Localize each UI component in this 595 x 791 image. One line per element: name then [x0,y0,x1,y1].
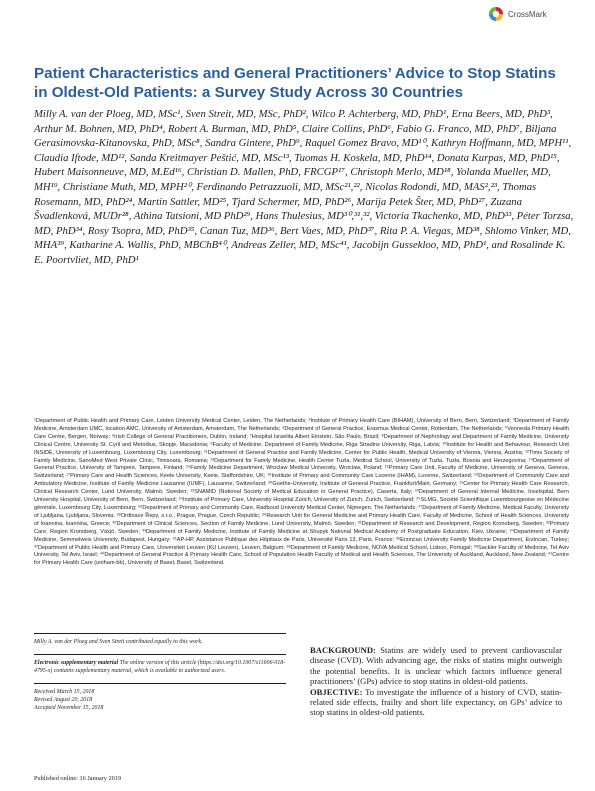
background-text: Statins are widely used to prevent cardiovascular disease (CVD). With advancing age, the risks of statins might outweigh the potential benefits. It is unclear which factors influence general practitioners’ (GPs) advice to stop statins in oldest-old patients. [310,645,562,687]
published-date: Published online: 16 January 2019 [34,775,122,782]
crossmark-badge[interactable] [488,6,547,22]
accepted-date: Accepted November 15, 2018 [34,705,104,711]
abstract-background [310,645,562,687]
esm-text[interactable]: The online version of this article (https://doi.org/10.1007/s11606-018-4795-x) contains supplementary material, which is available to authorized users. [34,660,286,674]
revised-date: Revised August 20, 2018 [34,697,93,703]
objective-label: OBJECTIVE: [310,686,363,697]
objective-text: To investigate the influence of a history of CVD, statin-related side effects, frailty and short life expectancy, on GPs’ advice to stop statins in oldest-old patients. [310,686,562,718]
notes-divider [34,633,286,634]
esm-note [34,659,286,675]
article-title: Patient Characteristics and General Practitioners’ Advice to Stop Statins in Oldest-Old Patients: a Survey Study Across 30 Countries [34,65,556,101]
equal-contribution-note: Milly A. van der Ploeg and Sven Streit contributed equally to this work. [34,639,203,645]
crossmark-icon [488,6,504,22]
crossmark-label: CrossMark [508,9,547,19]
esm-title: Electronic supplementary material [34,660,119,666]
notes-divider [34,683,286,684]
background-label: BACKGROUND: [310,645,376,655]
author-list: Milly A. van der Ploeg, MD, MSc¹, Sven Streit, MD, MSc, PhD², Wilco P. Achterberg, MD, PhD¹, Erna Beers, MD, PhD³, Arthur M. Bohnen, MD, PhD⁴, Robert A. Burman, MD, PhD⁵, Claire Collins, PhD⁶, Fabio G. Franco, MD, PhD⁷, Biljana Gerasimovska-Kitanovska, PhD, MSc⁸, Sandra Gintere, PhD⁹, Raquel Gomez Bravo, MD¹⁰, Kathryn Hoffmann, MD, MPH¹¹, Claudia Iftode, MD¹², Sanda Kreitmayer Peštić, MD, MSc¹³, Tuomas H. Koskela, MD, PhD¹⁴, Donata Kurpas, MD, PhD¹⁵, Hubert Maisonneuve, MD, M.Ed¹⁶, Christian D. Mallen, PhD, FRCGP¹⁷, Christoph Merlo, MD¹⁸, Yolanda Mueller, MD, MH¹⁹, Christiane Muth, MD, MPH²⁰, Ferdinando Petrazzuoli, MD, MSc²¹,²², Nicolas Rodondi, MD, MAS²,²³, Thomas Rosemann, MD, PhD²⁴, Martin Sattler, MD²⁵, Tjard Schermer, MD, PhD²⁶, Marija Petek Šter, MD, PhD²⁷, Zuzana Švadlenková, MUDr²⁸, Athina Tatsioni, MD PhD²⁹, Hans Thulesius, MD³⁰,³¹,³², Victoria Tkachenko, MD, PhD³³, Péter Torzsa, MD, PhD³⁴, Rosy Tsopra, MD, PhD³⁵, Canan Tuz, MD³⁶, Bert Vaes, MD, PhD³⁷, Rita P. A. Viegas, MD³⁸, Shlomo Vinker, MD, MHA³⁹, Katharine A. Wallis, PhD, MBChB⁴⁰, Andreas Zeller, MD, MSc⁴¹, Jacobijn Gussekloo, MD, PhD¹, and Rosalinde K. E. Poortvliet, MD, PhD¹ [34,108,574,266]
article-notes [34,633,286,712]
received-date: Received March 15, 2018 [34,689,95,695]
abstract-objective [310,687,562,718]
article-dates [34,688,286,712]
abstract [310,645,562,718]
affiliations: ¹Department of Public Health and Primary Care, Leiden University Medical Center, Leiden, The Netherlands; ²Institute of Primary Health Care (BIHAM), University of Bern, Bern, Switzerland; ³Department of Family Medicine, Amsterdam UMC, location AMC, University of Amsterdam, Amsterdam, The Netherlands; ⁴Department of General Practice, Erasmus Medical Center, Rotterdam, The Netherlands; ⁵Vennesla Primary Health Care Centre, Bergen, Norway; ⁶Irish College of General Practitioners, Dublin, Ireland; ⁷Hospital Israelita Albert Einstein, São Paulo, Brazil; ⁸Department of Nephrology and Department of Family Medicine, University Clinical Centre, University St. Cyril and Metodius, Skopje, Macedonia; ⁹Faculty of Medicine, Department of Family Medicine, Riga Stradins University, Riga, Latvia; ¹⁰Institute for Health and Behaviour, Research Unit INSIDE, University of Luxembourg, Luxembourg City, Luxembourg; ¹¹Department of General Practice and Family Medicine, Center for Public Health, Medical University of Vienna, Vienna, Austria; ¹²Timis Society of Family Medicine, SanoMed West Private Clinic, Timisoara, Romania; ¹³Department for Family Medicine, Health Center Tuzla, Medical School, University of Tuzla, Tuzla, Bosnia and Herzegovina; ¹⁴Department of General Practice, University of Tampere, Tampere, Finland; ¹⁵Family Medicine Department, Wroclaw Medical University, Wroclaw, Poland; ¹⁶Primary Care Unit, Faculty of Medicine, University of Geneva, Geneva, Switzerland; ¹⁷Primary Care and Health Sciences, Keele University, Keele, Staffordshire, UK; ¹⁸Institute of Primary and Community Care Lucerne (IHAM), Lucerne, Switzerland; ¹⁹Department of Community Care and Ambulatory Medicine, Institute of Family Medicine Lausanne (IUMF), Lausanne, Switzerland; ²⁰Goethe-University, Institute of General Practice, Frankfurt/Main, Germany; ²¹Center for Primary Health Care Research, Clinical Research Center, Lund University, Malmö, Sweden; ²²SNAMID (National Society of Medical Education in General Practice), Caserta, Italy; ²³Department of General Internal Medicine, Inselspital, Bern University Hospital, University of Bern, Bern, Switzerland; ²⁴Institute of Primary Care, University Hospital Zurich, University of Zurich, Zurich, Switzerland; ²⁵SLMG, Société Scientifique Luxembourgeoise en Médecine générale, Luxembourg City, Luxembourg; ²⁶Department of Primary and Community Care, Radboud University Medical Center, Nijmegen, The Netherlands; ²⁷Department of Family Medicine, Medical Faculty, University of Ljubljana, Ljubljana, Slovenia; ²⁸Ordinace Řepy, s.r.o., Prague, Prague, Czech Republic; ²⁹Research Unit for General Medicine and Primary Health Care, Faculty of Medicine, School of Health Sciences, University of Ioannina, Ioannina, Greece; ³⁰Department of Clinical Sciences, Section of Family Medicine, Lund University, Malmö, Sweden; ³¹Department of Research and Development, Region Kronoberg, Sweden; ³²Primary Care, Region Kronoberg, Växjö, Sweden; ³³Department of Family Medicine, Institute of Family Medicine at Shupyk National Medical Academy of Postgraduate Education, Kiev, Ukraine; ³⁴Department of Family Medicine, Semmelweis University, Budapest, Hungary; ³⁵AP-HP, Assistance Publique des Hôpitaux de Paris, Université Paris 13, Paris, France; ³⁶Erzincan University Family Medicine Department, Erzincan, Turkey; ³⁷Department of Public Health and Primary Care, Universiteit Leuven (KU Leuven), Leuven, Belgium; ³⁸Department of Family Medicine, NOVA Medical School, Lisbon, Portugal; ³⁹Sackler Faculty of Medicine, Tel Aviv University, Tel Aviv, Israel; ⁴⁰Department of General Practice & Primary Health Care, School of Population Health Faculty of Medical and Health Sciences, The University of Auckland, Auckland, New Zealand; ⁴¹Centre for Primary Health Care (uniham-bb), University of Basel, Basel, Switzerland. [34,418,569,567]
notes-divider [34,654,286,655]
